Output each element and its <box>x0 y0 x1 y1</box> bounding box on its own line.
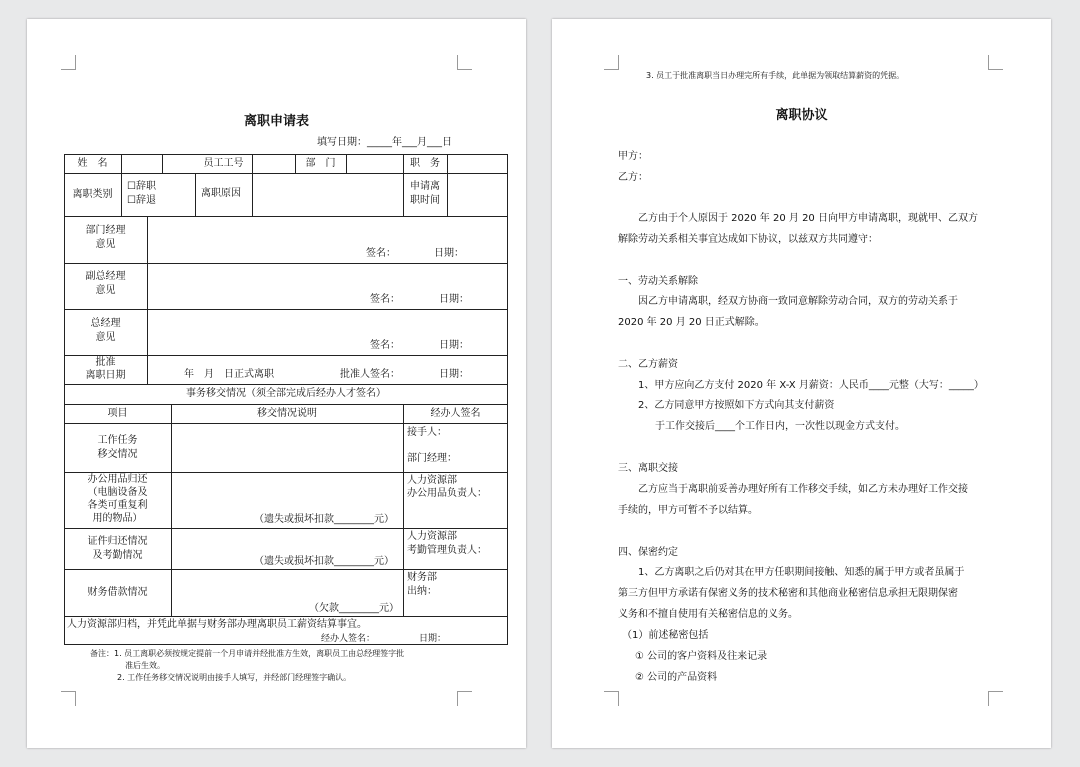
hr-label: 人力资源部 <box>407 531 457 542</box>
section-1-title: 一、劳动关系解除 <box>618 276 698 287</box>
section-2-title: 二、乙方薪资 <box>618 359 678 370</box>
secret-item: ② 公司的产品资料 <box>635 672 718 683</box>
section-1-text: 因乙方申请离职，经双方协商一致同意解除劳动合同，双方的劳动关系于 <box>638 296 958 307</box>
section-3-title: 三、离职交接 <box>618 463 678 474</box>
office-supplies-label: 各类可重复利 <box>87 500 148 511</box>
receiver-label: 接手人： <box>407 427 447 438</box>
deduction-note: （遗失或损坏扣款________元） <box>254 556 394 567</box>
dept-manager-sign-label: 部门经理： <box>407 453 457 464</box>
approve-date-text: 年 月 日正式离职 <box>184 369 274 380</box>
crop-mark <box>604 55 619 70</box>
option-dismiss-checkbox: ☐辞退 <box>127 195 156 206</box>
finance-dept-label: 财务部 <box>407 572 437 583</box>
employee-no-label: 员工工号 <box>203 158 244 169</box>
note-3: 3. 员工于批准离职当日办理完所有手续，此单据为领取结算薪资的凭据。 <box>646 71 905 80</box>
handler-sign-label: 经办人签名： <box>321 634 376 644</box>
section-2-item: 于工作交接后____个工作日内，一次性以现金方式支付。 <box>655 421 905 432</box>
page-resignation-agreement <box>552 19 1051 748</box>
date-label: 日期： <box>439 369 469 380</box>
crop-mark <box>61 55 76 70</box>
cashier-label: 出纳： <box>407 586 437 597</box>
note-1-cont: 准后生效。 <box>125 661 165 670</box>
note-2: 2. 工作任务移交情况说明由接手人填写，并经部门经理签字确认。 <box>117 673 352 682</box>
sign-label: 签名： <box>366 248 396 259</box>
resignation-form-table <box>64 154 508 645</box>
finance-loan-label: 财务借款情况 <box>87 587 148 598</box>
apply-time-label: 职时间 <box>410 195 440 206</box>
col-signer: 经办人签名 <box>430 408 481 419</box>
department-label: 部 门 <box>305 158 336 169</box>
approve-label: 批准 <box>95 357 116 368</box>
intro-text: 乙方由于个人原因于 2020 年 20 月 20 日向甲方申请离职，现就甲、乙双方 <box>638 213 978 224</box>
crop-mark <box>604 691 619 706</box>
section-2-item: 2、乙方同意甲方按照如下方式向其支付薪资 <box>638 400 835 411</box>
certificate-label: 及考勤情况 <box>92 550 143 561</box>
date-label: 日期： <box>434 248 464 259</box>
reason-label: 离职原因 <box>201 188 241 199</box>
crop-mark <box>988 55 1003 70</box>
approve-label: 离职日期 <box>85 370 126 381</box>
section-1-text: 2020 年 20 月 20 日正式解除。 <box>618 317 765 328</box>
office-supplies-label: 用的物品） <box>92 513 143 524</box>
intro-text: 解除劳动关系相关事宜达成如下协议，以兹双方共同遵守： <box>618 234 878 245</box>
hr-archive-text: 人力资源部归档，并凭此单据与财务部办理离职员工薪资结算事宜。 <box>67 619 367 630</box>
handover-header: 事务移交情况（须全部完成后经办人才签名） <box>186 388 386 399</box>
dept-manager-label: 意见 <box>95 239 116 250</box>
section-2-item: 1、甲方应向乙方支付 2020 年 X-X 月薪资：人民币____元整（大写：_____） <box>638 380 984 391</box>
approver-sign-label: 批准人签名： <box>340 369 400 380</box>
crop-mark <box>457 691 472 706</box>
date-label: 日期： <box>439 294 469 305</box>
section-4-title: 四、保密约定 <box>618 547 678 558</box>
page-resignation-form <box>27 19 526 748</box>
crop-mark <box>988 691 1003 706</box>
resignation-type-label: 离职类别 <box>72 189 113 200</box>
deduction-note: （遗失或损坏扣款________元） <box>254 514 394 525</box>
sign-label: 签名： <box>370 340 400 351</box>
section-4-text: 1、乙方离职之后仍对其在甲方任职期间接触、知悉的属于甲方或者虽属于 <box>638 567 965 578</box>
dept-manager-label: 部门经理 <box>85 225 126 236</box>
work-handover-label: 工作任务 <box>97 435 138 446</box>
party-b-label: 乙方： <box>618 172 648 183</box>
office-supplies-owner-label: 办公用品负责人： <box>407 488 487 499</box>
gm-label: 总经理 <box>90 318 121 329</box>
office-supplies-label: 办公用品归还 <box>87 474 148 485</box>
section-3-text: 手续的，甲方可暂不予以结算。 <box>618 505 758 516</box>
section-4-text: 第三方但甲方承诺有保密义务的技术秘密和其他商业秘密信息承担无限期保密 <box>618 588 958 599</box>
office-supplies-label: （电脑设备及 <box>87 487 148 498</box>
attendance-owner-label: 考勤管理负责人： <box>407 545 487 556</box>
note-1: 备注：1. 员工离职必须按规定提前一个月申请并经批准方生效，离职员工由总经理签字批 <box>90 649 405 658</box>
form-title: 离职申请表 <box>243 114 309 129</box>
sign-label: 签名： <box>370 294 400 305</box>
hr-label: 人力资源部 <box>407 475 457 486</box>
work-handover-label: 移交情况 <box>97 449 138 460</box>
name-label: 姓 名 <box>77 158 108 169</box>
crop-mark <box>61 691 76 706</box>
apply-time-label: 申请离 <box>410 181 440 192</box>
party-a-label: 甲方： <box>618 151 648 162</box>
option-resign-checkbox: ☐辞职 <box>127 181 156 192</box>
section-3-text: 乙方应当于离职前妥善办理好所有工作移交手续，如乙方未办理好工作交接 <box>638 484 968 495</box>
fill-date: 填写日期：_____年___月___日 <box>317 137 452 148</box>
position-label: 职 务 <box>410 158 440 169</box>
col-item: 项目 <box>107 408 128 419</box>
secret-item: ① 公司的客户资料及往来记录 <box>635 651 768 662</box>
vp-label: 副总经理 <box>85 271 126 282</box>
section-4-sub: （1）前述秘密包括 <box>622 630 709 641</box>
gm-label: 意见 <box>95 332 116 343</box>
crop-mark <box>457 55 472 70</box>
certificate-label: 证件归还情况 <box>87 536 148 547</box>
agreement-title: 离职协议 <box>775 108 828 123</box>
date-label: 日期： <box>439 340 469 351</box>
vp-label: 意见 <box>95 285 116 296</box>
section-4-text: 义务和不擅自使用有关秘密信息的义务。 <box>618 609 798 620</box>
handler-date-label: 日期： <box>419 634 447 644</box>
debt-note: （欠款________元） <box>309 603 399 614</box>
col-description: 移交情况说明 <box>257 408 317 419</box>
